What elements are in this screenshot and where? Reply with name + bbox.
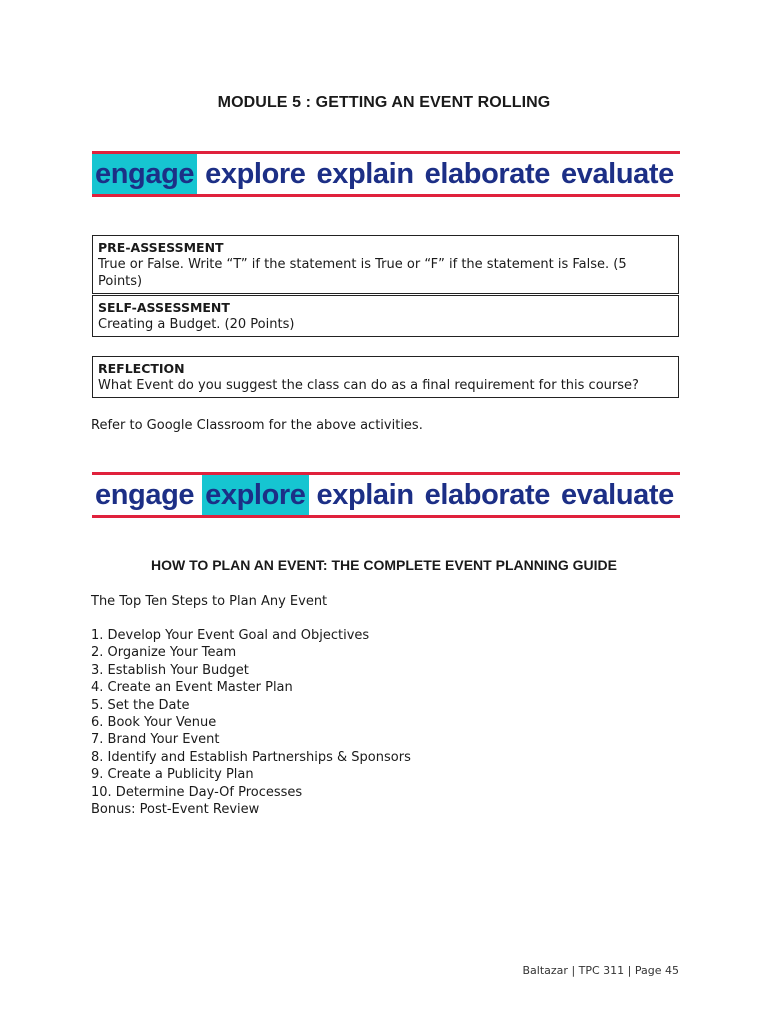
banner-word-engage: engage xyxy=(95,479,195,511)
list-item: 10. Determine Day-Of Processes xyxy=(91,784,303,800)
module-title: MODULE 5 : GETTING AN EVENT ROLLING xyxy=(217,94,551,111)
banner-word-explore: explore xyxy=(205,158,306,190)
banner-words xyxy=(92,475,682,515)
list-item: 7. Brand Your Event xyxy=(91,732,220,748)
self-assessment-text: Creating a Budget. (20 Points) xyxy=(98,317,295,332)
phase-banner-engage xyxy=(92,151,680,197)
banner-words xyxy=(92,154,682,194)
list-item: 8. Identify and Establish Partnerships & Sponsors xyxy=(91,749,411,765)
self-assessment-heading: SELF-ASSESSMENT xyxy=(98,300,230,315)
steps-list xyxy=(91,627,411,818)
list-item: 3. Establish Your Budget xyxy=(91,662,249,678)
banner-word-evaluate: evaluate xyxy=(560,158,674,190)
reflection-text: What Event do you suggest the class can do as a final requirement for this course? xyxy=(98,378,639,393)
list-item: 6. Book Your Venue xyxy=(91,715,217,731)
guide-title: HOW TO PLAN AN EVENT: THE COMPLETE EVENT PLANNING GUIDE xyxy=(151,557,617,573)
steps-intro: The Top Ten Steps to Plan Any Event xyxy=(91,594,328,609)
phase-banner-explore xyxy=(92,472,680,518)
reflection-heading: REFLECTION xyxy=(98,361,185,376)
banner-word-engage: engage xyxy=(92,154,197,194)
page-footer: Baltazar | TPC 311 | Page 45 xyxy=(522,964,679,977)
banner-word-explain: explain xyxy=(316,479,414,511)
banner-word-elaborate: elaborate xyxy=(424,479,550,511)
banner-bottom-rule xyxy=(92,515,680,518)
list-item: 5. Set the Date xyxy=(91,697,190,713)
self-assessment-box xyxy=(92,295,679,337)
refer-text: Refer to Google Classroom for the above activities. xyxy=(91,418,423,433)
banner-word-explain: explain xyxy=(316,158,414,190)
pre-assessment-text: True or False. Write “T” if the statement is True or “F” if the statement is False. (5 Points) xyxy=(98,257,627,289)
list-item: Bonus: Post-Event Review xyxy=(91,802,260,818)
pre-assessment-heading: PRE-ASSESSMENT xyxy=(98,240,224,255)
banner-word-explore: explore xyxy=(202,475,308,515)
list-item: 1. Develop Your Event Goal and Objectives xyxy=(91,628,370,643)
reflection-box xyxy=(92,356,679,398)
list-item: 4. Create an Event Master Plan xyxy=(91,680,293,696)
banner-word-elaborate: elaborate xyxy=(424,158,550,190)
banner-bottom-rule xyxy=(92,194,680,197)
list-item: 9. Create a Publicity Plan xyxy=(91,767,254,783)
pre-assessment-box xyxy=(92,235,679,294)
list-item: 2. Organize Your Team xyxy=(91,645,237,661)
banner-word-evaluate: evaluate xyxy=(560,479,674,511)
